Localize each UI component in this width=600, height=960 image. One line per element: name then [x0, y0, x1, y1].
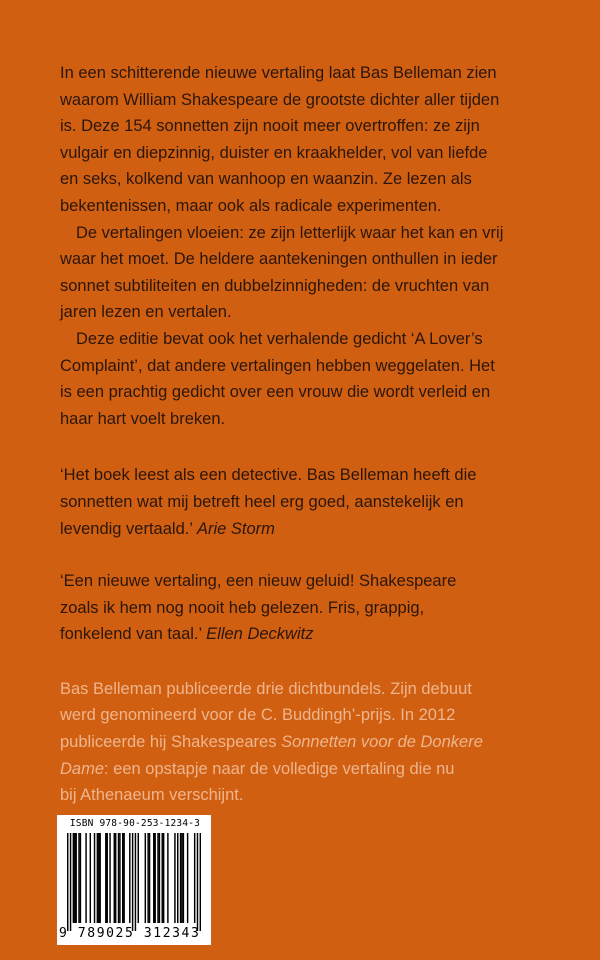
barcode-bar	[163, 833, 164, 923]
barcode-bar	[115, 833, 116, 923]
barcode-bar	[67, 833, 68, 931]
quote-line: zoals ik hem nog nooit heb gelezen. Fris, grappig,	[60, 598, 425, 617]
barcode-bar	[106, 833, 107, 923]
barcode-bar	[174, 833, 175, 923]
isbn-label: ISBN 978-90-253-1234-3	[69, 818, 201, 829]
barcode-bar	[187, 833, 188, 923]
blurb-line: is. Deze 154 sonnetten zijn nooit meer overtroffen: ze zijn	[60, 117, 480, 136]
blurb-line: Deze editie bevat ook het verhalende gedicht ‘A Lover’s	[76, 329, 483, 348]
barcode-bar	[105, 833, 106, 923]
barcode-bar	[129, 833, 130, 923]
blurb	[60, 60, 550, 432]
barcode-bar	[157, 833, 158, 923]
blurb-line: bekentenissen, maar ook als radicale experimenten.	[60, 196, 442, 215]
quote-author: Arie Storm	[196, 519, 275, 538]
barcode-bar	[138, 833, 139, 923]
barcode-bar	[97, 833, 98, 923]
blurb-line: Complaint’, dat andere vertalingen hebben weggelaten. Het	[60, 356, 495, 375]
blurb-line: is een prachtig gedicht over een vrouw die wordt verleid en	[60, 383, 491, 402]
barcode-bar	[94, 833, 95, 923]
barcode-bar	[135, 833, 136, 931]
review-quote-storm	[60, 462, 550, 542]
barcode-bar	[197, 833, 198, 931]
blurb-line: sonnet subtiliteiten en dubbelzinnigheden: de vruchten van	[60, 276, 490, 295]
barcode-bar	[80, 833, 81, 923]
quote-line: sonnetten wat mij betreft heel erg goed, aanstekelijk en	[60, 492, 464, 511]
barcode-bar	[78, 833, 79, 923]
barcode-bar	[180, 833, 181, 923]
barcode-bar	[90, 833, 91, 923]
barcode-bar	[177, 833, 178, 923]
author-bio	[60, 676, 550, 809]
barcode-bar	[73, 833, 74, 923]
quote-line: ‘Een nieuwe vertaling, een nieuw geluid! Shakespeare	[60, 572, 457, 591]
barcode-bar	[147, 833, 148, 923]
barcode-bar	[200, 833, 201, 931]
barcode-bar	[153, 833, 154, 923]
barcode-bar	[181, 833, 182, 923]
blurb-line: jaren lezen en vertalen.	[60, 303, 232, 322]
quote-author: Ellen Deckwitz	[206, 625, 314, 644]
barcode-bar	[99, 833, 100, 923]
blurb-line: en seks, kolkend van wanhoop en waanzin. Ze lezen als	[60, 170, 472, 189]
barcode-bar	[183, 833, 184, 923]
blurb-line: vulgair en diepzinnig, duister en kraakhelder, vol van liefde	[60, 143, 488, 162]
blurb-line: In een schitterende nieuwe vertaling laat Bas Belleman zien	[60, 64, 497, 82]
quote-line: fonkelend van taal.’ Ellen Deckwitz	[60, 625, 314, 644]
barcode-bar	[132, 833, 133, 931]
quote-line: levendig vertaald.’ Arie Storm	[60, 519, 275, 538]
ean-digits: 9 789025 312343	[59, 926, 201, 941]
barcode-bar	[149, 833, 150, 923]
bio-line: Bas Belleman publiceerde drie dichtbundels. Zijn debuut	[60, 679, 472, 698]
barcode-bar	[167, 833, 168, 923]
blurb-line: De vertalingen vloeien: ze zijn letterlijk waar het kan en vrij	[76, 223, 504, 242]
barcode-bar	[162, 833, 163, 923]
barcode-bar	[145, 833, 146, 923]
barcode-bar	[122, 833, 123, 923]
bio-line: werd genomineerd voor de C. Buddingh’-prijs. In 2012	[60, 706, 456, 725]
barcode-bar	[85, 833, 86, 923]
barcode-bar	[119, 833, 120, 923]
barcode-bar	[194, 833, 195, 923]
quote-line: ‘Het boek leest als een detective. Bas Belleman heeft die	[60, 466, 477, 485]
barcode-bar	[70, 833, 71, 931]
bio-line: Dame: een opstapje naar de volledige vertaling die nu	[60, 759, 455, 778]
blurb-line: waar het moet. De heldere aantekeningen onthullen in ieder	[60, 250, 498, 269]
barcode-bar	[109, 833, 110, 923]
barcode-bar	[159, 833, 160, 923]
review-quote-deckwitz	[60, 568, 550, 648]
barcode-bars	[67, 833, 201, 933]
barcode-bar	[118, 833, 119, 923]
barcode-bar	[98, 833, 99, 923]
back-cover-text	[60, 60, 550, 809]
bio-line: bij Athenaeum verschijnt.	[60, 786, 244, 805]
barcode-bar	[74, 833, 75, 923]
blurb-line: haar hart voelt breken.	[60, 409, 226, 428]
barcode-bar	[75, 833, 76, 923]
barcode-bar	[114, 833, 115, 923]
isbn-barcode	[57, 815, 211, 945]
bio-line: publiceerde hij Shakespeares Sonnetten voor de Donkere	[60, 733, 483, 752]
barcode-bar	[123, 833, 124, 923]
barcode-bar	[154, 833, 155, 923]
blurb-line: waarom William Shakespeare de grootste dichter aller tijden	[60, 90, 500, 109]
